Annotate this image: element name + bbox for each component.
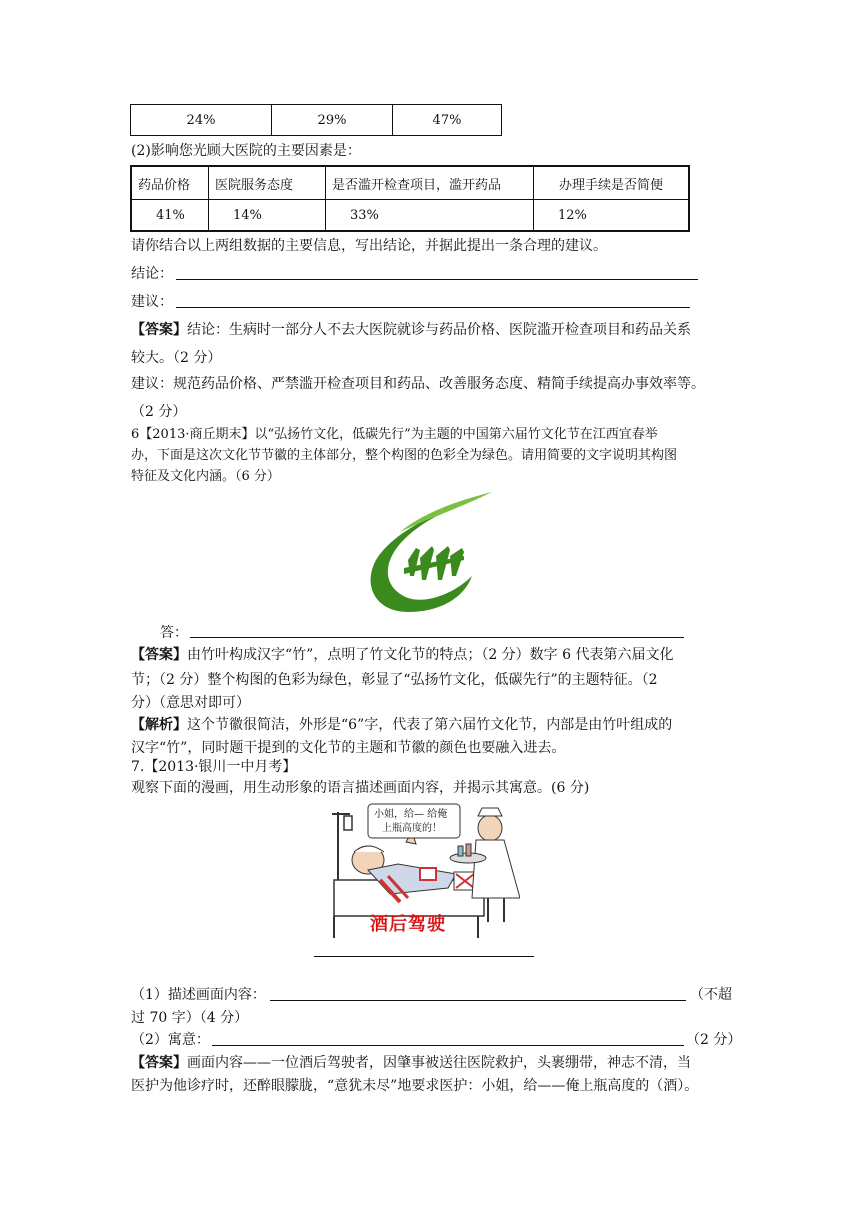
answer-6-line2: 节；（2 分）整个构图的色彩为绿色，彰显了“弘扬竹文化，低碳先行”的主题特征。（2 <box>131 672 658 688</box>
sub-question-1-label: （1）描述画面内容： <box>131 987 266 1003</box>
answer-6-line[interactable] <box>190 637 684 638</box>
speech-bubble-line1: 小姐，给— 给俺 <box>374 809 448 820</box>
suggestion-answer-line[interactable] <box>176 307 690 308</box>
table-row <box>131 105 502 136</box>
answer-6-line1: 【答案】由竹叶构成汉字“竹”，点明了竹文化节的特点；（2 分）数字 6 代表第六届文化 <box>131 647 674 663</box>
question-7-heading: 7.【2013·银川一中月考】 <box>131 759 297 775</box>
question-6-line1: 6【2013·商丘期末】以“弘扬竹文化，低碳先行”为主题的中国第六届竹文化节在江西宜春举 <box>131 427 658 442</box>
drunk-driving-cartoon <box>328 802 520 942</box>
table-row <box>131 166 689 200</box>
question-2-intro: (2)影响您光顾大医院的主要因素是： <box>131 143 361 159</box>
table-cell: 24% <box>131 105 272 136</box>
analysis-6-line2: 汉字“竹”，同时题干提到的文化节的主题和节徽的颜色也要融入进去。 <box>131 740 566 756</box>
table-cell: 29% <box>272 105 393 136</box>
suggestion-label: 建议： <box>131 294 173 310</box>
table-header-cell: 药品价格 <box>131 166 209 200</box>
table-header-cell: 办理手续是否简便 <box>534 166 690 200</box>
table-1 <box>130 104 502 136</box>
answer-5-line1: 【答案】结论：生病时一部分人不去大医院就诊与药品价格、医院滥开检查项目和药品关系 <box>131 322 691 338</box>
sub-question-1-tail2: 过 70 字）（4 分） <box>131 1010 249 1026</box>
sub-question-1-answer-line[interactable] <box>270 1000 686 1001</box>
conclusion-answer-line[interactable] <box>176 279 698 280</box>
answer-5-line4: （2 分） <box>131 404 187 420</box>
table-cell: 12% <box>534 200 690 232</box>
question-6-line2: 办，下面是这次文化节节徽的主体部分，整个构图的色彩全为绿色。请用简要的文字说明其构图 <box>131 448 678 463</box>
answer-5-line2: 较大。（2 分） <box>131 350 222 366</box>
answer-7-line1: 【答案】画面内容——一位酒后驾驶者，因肇事被送往医院救护，头裹绷带，神志不清，当 <box>131 1055 691 1071</box>
sub-question-2-answer-line[interactable] <box>212 1045 684 1046</box>
answer-5-line3: 建议：规范药品价格、严禁滥开检查项目和药品、改善服务态度、精简手续提高办事效率等。 <box>131 376 705 392</box>
question-7-instruction: 观察下面的漫画，用生动形象的语言描述画面内容，并揭示其寓意。(6 分) <box>131 780 590 796</box>
sub-question-2-tail: （2 分） <box>686 1032 742 1048</box>
sub-question-2-label: （2）寓意： <box>131 1032 210 1048</box>
question-6-line3: 特征及文化内涵。（6 分） <box>131 469 280 484</box>
answer-tag: 【答案】 <box>131 322 187 338</box>
analysis-6-line1: 【解析】这个节徽很简洁，外形是“6”字，代表了第六届竹文化节，内部是由竹叶组成的 <box>131 717 673 733</box>
table-header-cell: 是否滥开检查项目，滥开药品 <box>326 166 534 200</box>
answer-6-label: 答： <box>160 625 188 641</box>
prompt-text: 请你结合以上两组数据的主要信息，写出结论，并据此提出一条合理的建议。 <box>131 238 607 254</box>
sub-question-1-tail: （不超 <box>690 987 732 1003</box>
cartoon-caption: 酒后驾驶 <box>370 914 446 935</box>
speech-bubble-line2: 上瓶高度的！ <box>382 823 442 834</box>
cartoon-title-line <box>314 956 534 957</box>
answer-tag: 【答案】 <box>131 647 187 663</box>
table-row <box>131 200 689 232</box>
table-header-cell: 医院服务态度 <box>209 166 326 200</box>
table-cell: 41% <box>131 200 209 232</box>
bamboo-festival-logo-icon <box>364 490 500 618</box>
table-cell: 14% <box>209 200 326 232</box>
table-cell: 33% <box>326 200 534 232</box>
conclusion-label: 结论： <box>131 266 173 282</box>
answer-6-line3: 分）（意思对即可） <box>131 695 250 711</box>
table-cell: 47% <box>393 105 502 136</box>
answer-7-line2: 医护为他诊疗时，还醉眼朦胧，“意犹未尽”地要求医护：小姐，给——俺上瓶高度的（酒）。 <box>131 1078 699 1094</box>
table-2 <box>130 165 690 232</box>
answer-tag: 【答案】 <box>131 1055 187 1071</box>
analysis-tag: 【解析】 <box>131 717 187 733</box>
